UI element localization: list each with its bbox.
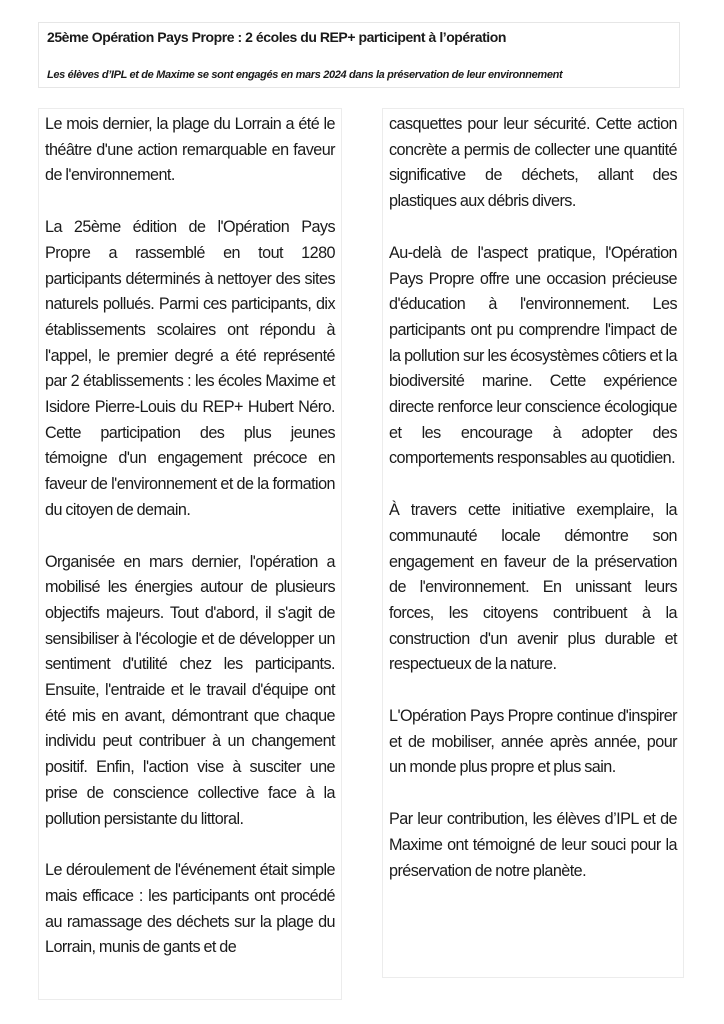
- article-header: [38, 22, 680, 88]
- left-column: [38, 108, 342, 1000]
- paragraph: Le mois dernier, la plage du Lorrain a été le théâtre d'une action remarquable en faveur de l'environnement.: [45, 115, 335, 185]
- paragraph: casquettes pour leur sécurité. Cette action concrète a permis de collecter une quantité significative de déchets, allant des plastiques aux débris divers.: [389, 115, 677, 211]
- paragraph: Au-delà de l'aspect pratique, l'Opération Pays Propre offre une occasion précieuse d'éducation à l'environnement. Les participants ont pu comprendre l'impact de la pollution sur les écosystèmes côtiers et la biodiversité marine. Cette expérience directe renforce leur conscience écologique et les encourage à adopter des comportements responsables au quotidien.: [389, 243, 677, 468]
- paragraph: Par leur contribution, les élèves d’IPL et de Maxime ont témoigné de leur souci pour la préservation de notre planète.: [389, 810, 677, 880]
- paragraph: Organisée en mars dernier, l'opération a mobilisé les énergies autour de plusieurs objectifs majeurs. Tout d'abord, il s'agit de sensibiliser à l'écologie et de développer un sentiment d'utilité chez les participants. Ensuite, l'entraide et le travail d'équipe ont été mis en avant, démontrant que chaque individu peut contribuer à un changement positif. Enfin, l'action vise à susciter une prise de conscience collective face à la pollution persistante du littoral.: [45, 552, 335, 828]
- article-subtitle: Les élèves d’IPL et de Maxime se sont engagés en mars 2024 dans la préservation de leur environnement: [47, 69, 563, 81]
- paragraph: L'Opération Pays Propre continue d'inspirer et de mobiliser, année après année, pour un monde plus propre et plus sain.: [389, 707, 677, 777]
- paragraph: À travers cette initiative exemplaire, la communauté locale démontre son engagement en faveur de la préservation de l'environnement. En unissant leurs forces, les citoyens contribuent à la construction d'un avenir plus durable et respectueux de la nature.: [389, 501, 677, 674]
- article-title: 25ème Opération Pays Propre : 2 écoles du REP+ participent à l’opération: [47, 29, 506, 45]
- paragraph: La 25ème édition de l'Opération Pays Propre a rassemblé en tout 1280 participants déterminés à nettoyer des sites naturels pollués. Parmi ces participants, dix établissements scolaires ont répondu à l'appel, le premier degré a été représenté par 2 établissements : les écoles Maxime et Isidore Pierre-Louis du REP+ Hubert Néro. Cette participation des plus jeunes témoigne d'un engagement précoce en faveur de l'environnement et de la formation du citoyen de demain.: [45, 218, 335, 519]
- right-column: [382, 108, 684, 978]
- paragraph: Le déroulement de l'événement était simple mais efficace : les participants ont procédé au ramassage des déchets sur la plage du Lorrain, munis de gants et de: [45, 861, 335, 957]
